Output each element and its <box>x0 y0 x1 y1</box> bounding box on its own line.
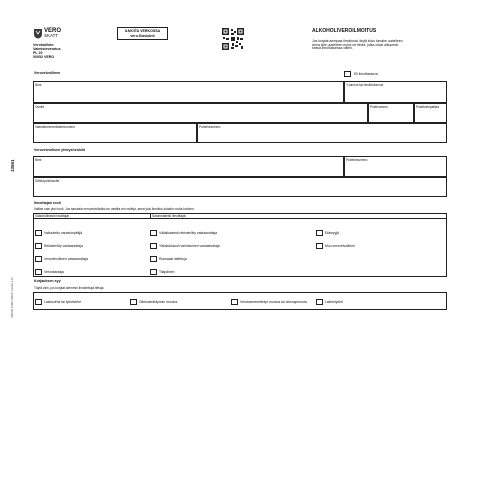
correction-label: Laiminlyönti <box>325 300 343 304</box>
sender-line: Valmisteverotus <box>33 46 61 51</box>
role-checkbox[interactable] <box>150 269 157 275</box>
excise-number-field[interactable] <box>33 123 197 143</box>
crest-icon <box>33 28 43 39</box>
contact-email-field[interactable] <box>33 177 447 197</box>
field-label: Valmisteverorekisterinumero <box>35 124 76 129</box>
field-label: Nimi <box>35 82 42 87</box>
correction-label: Verotusmenettelyn muutos tai oikeusperusta <box>240 300 307 304</box>
field-label: Nimi <box>35 157 42 162</box>
role-checkbox[interactable] <box>150 243 157 249</box>
city-field[interactable] <box>414 103 447 123</box>
notice-line1: ILMOITA VERKOSSA <box>124 28 161 33</box>
field-label: Puhelinnumero <box>199 124 221 129</box>
filer-col-divider <box>150 213 151 218</box>
new-taxpayer-label: Eli ilmoittautuva <box>354 72 378 76</box>
filer-section-title: Ilmoittajan rooli <box>34 201 61 205</box>
contact-phone-field[interactable] <box>344 156 447 177</box>
sender-line: Verohallinto <box>33 43 54 47</box>
role-checkbox[interactable] <box>150 256 157 262</box>
qr-code-icon <box>222 28 244 50</box>
new-taxpayer-checkbox[interactable] <box>344 71 351 77</box>
vero-logo <box>33 28 65 40</box>
filer-role-box <box>33 213 447 277</box>
role-checkbox[interactable] <box>35 243 42 249</box>
correction-label: Laskuvirhe tai lyöntivirhe <box>44 300 82 304</box>
business-id-field[interactable] <box>344 81 447 103</box>
role-checkbox[interactable] <box>35 256 42 262</box>
notice-line2: vero.fi/asiointi <box>130 33 155 38</box>
role-label: Valtuutettu varastonpitäjä <box>44 231 83 235</box>
logo-bottom-text: SKATT <box>44 33 59 38</box>
correction-checkbox[interactable] <box>35 299 42 305</box>
role-label: Väliaikaisesti rekisteröity vastaanottaja <box>159 231 218 235</box>
role-label: Runsaasi laitettuja <box>159 257 187 261</box>
intro-line: Jos korjaat aiempaa ilmoitusta, täytä koko lomake uudelleen. <box>312 39 404 43</box>
role-label: Muu verovelvollinen <box>325 244 355 248</box>
role-checkbox[interactable] <box>150 230 157 236</box>
form-title: ALKOHOLIVEROILMOITUS <box>312 28 377 34</box>
form-version: VEROH 4136r 12/2017 (versio 1.0) <box>11 277 14 318</box>
field-label: Postitoimipaikka <box>416 104 440 109</box>
correction-checkbox[interactable] <box>316 299 323 305</box>
correction-checkbox[interactable] <box>130 299 137 305</box>
intro-line: sessä ilmoituksessa oikein. <box>312 46 353 51</box>
contact-name-field[interactable] <box>33 156 344 177</box>
address-field[interactable] <box>33 103 368 123</box>
field-label: Postinumero <box>370 104 388 109</box>
role-checkbox[interactable] <box>35 230 42 236</box>
correction-instruction: Täytä vain, jos korjaat aiemmin ilmoitettuja tietoja. <box>34 286 105 290</box>
role-label: Rekisteröity vastaanottaja <box>44 244 83 248</box>
online-notice <box>117 27 168 40</box>
role-label: Veronkantaja <box>44 270 64 274</box>
logo-top-text: VERO <box>44 28 62 34</box>
filer-header-divider <box>33 218 447 219</box>
correction-checkbox[interactable] <box>231 299 238 305</box>
role-label: Verovelvollinen vastaanottaja <box>44 257 88 261</box>
form-code: 13561 <box>10 159 15 172</box>
sender-line: PL 20 <box>33 50 43 55</box>
taxpayer-phone-field[interactable] <box>197 123 447 143</box>
filer-col1-header: Säännöllisesti ilmoittajat <box>35 214 70 218</box>
role-label: Tilapäinen <box>159 270 175 274</box>
role-label: Yäksikkösuoli vahinkoinen vastaanottaja <box>159 244 220 248</box>
sender-line: 00052 VERO <box>33 54 55 59</box>
filer-instruction: Valitse vain yksi rooli. Jos sanaisia verovelvollisiksi ne useitta eri roolleja, anna yksi ilmoitus kutakin roolia kohden. <box>34 207 195 211</box>
filer-col2-header: Satunnaisesti ilmoittajat <box>152 214 186 218</box>
role-label: Etämyyjä <box>325 231 339 235</box>
field-label: Puhelinnumero <box>346 157 368 162</box>
intro-line: Anna sille uudelleen myös ne tiedot, jotka olivat alkuperäi- <box>312 42 400 47</box>
sender-address <box>33 44 61 60</box>
role-checkbox[interactable] <box>316 243 323 249</box>
postcode-field[interactable] <box>368 103 414 123</box>
intro-text <box>312 40 403 51</box>
role-checkbox[interactable] <box>316 230 323 236</box>
taxpayer-name-field[interactable] <box>33 81 344 103</box>
field-label: Osoite <box>35 104 45 109</box>
field-label: Y-tunnus tai henkilötunnus <box>346 82 384 87</box>
correction-label: Oikeudenkäynnin muutos <box>139 300 178 304</box>
correction-section-title: Korjauksen syy <box>34 279 61 283</box>
contact-section-title: Verovelvollisen yhteyshenkilö <box>34 148 86 152</box>
taxpayer-section-title: Verovelvollinen <box>34 71 61 75</box>
field-label: Sähköpostiosoite <box>35 178 60 183</box>
role-checkbox[interactable] <box>35 269 42 275</box>
